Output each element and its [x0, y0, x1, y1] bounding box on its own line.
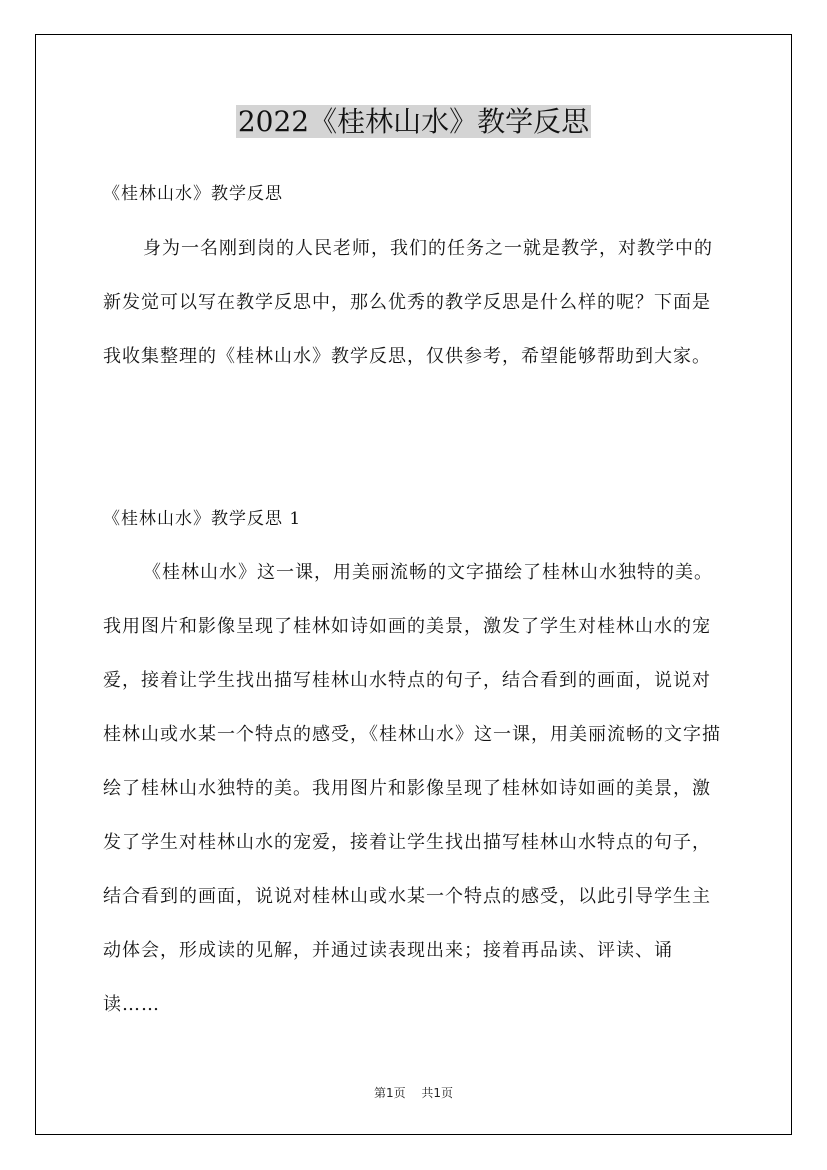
document-title-text: 2022《桂林山水》教学反思: [237, 105, 590, 138]
section-paragraph-1: 《桂林山水》这一课，用美丽流畅的文字描绘了桂林山水独特的美。我用图片和影像呈现了桂林如诗如画的美景，激发了学生对桂林山水的宠爱，接着让学生找出描写桂林山水特点的句子，结合看到的画面，说说对桂林山或水某一个特点的感受，《桂林山水》这一课，用美丽流畅的文字描绘了桂林山水独特的美。我用图片和影像呈现了桂林如诗如画的美景，激发了学生对桂林山水的宠爱，接着让学生找出描写桂林山水特点的句子，结合看到的画面，说说对桂林山或水某一个特点的感受，以此引导学生主动体会，形成读的见解，并通过读表现出来；接着再品读、评读、诵读……: [103, 562, 721, 1015]
subtitle: 《桂林山水》教学反思: [103, 184, 283, 204]
intro-paragraph: 身为一名刚到岗的人民老师，我们的任务之一就是教学，对教学中的新发觉可以写在教学反思中，那么优秀的教学反思是什么样的呢？下面是我收集整理的《桂林山水》教学反思，仅供参考，希望能够帮助到大家。: [103, 238, 713, 367]
page-total: 共1页: [421, 1086, 454, 1100]
page-footer: [0, 1084, 827, 1101]
page-number: 第1页: [373, 1086, 406, 1100]
document-title: [0, 102, 827, 142]
section-heading-1: 《桂林山水》教学反思 1: [103, 509, 302, 529]
